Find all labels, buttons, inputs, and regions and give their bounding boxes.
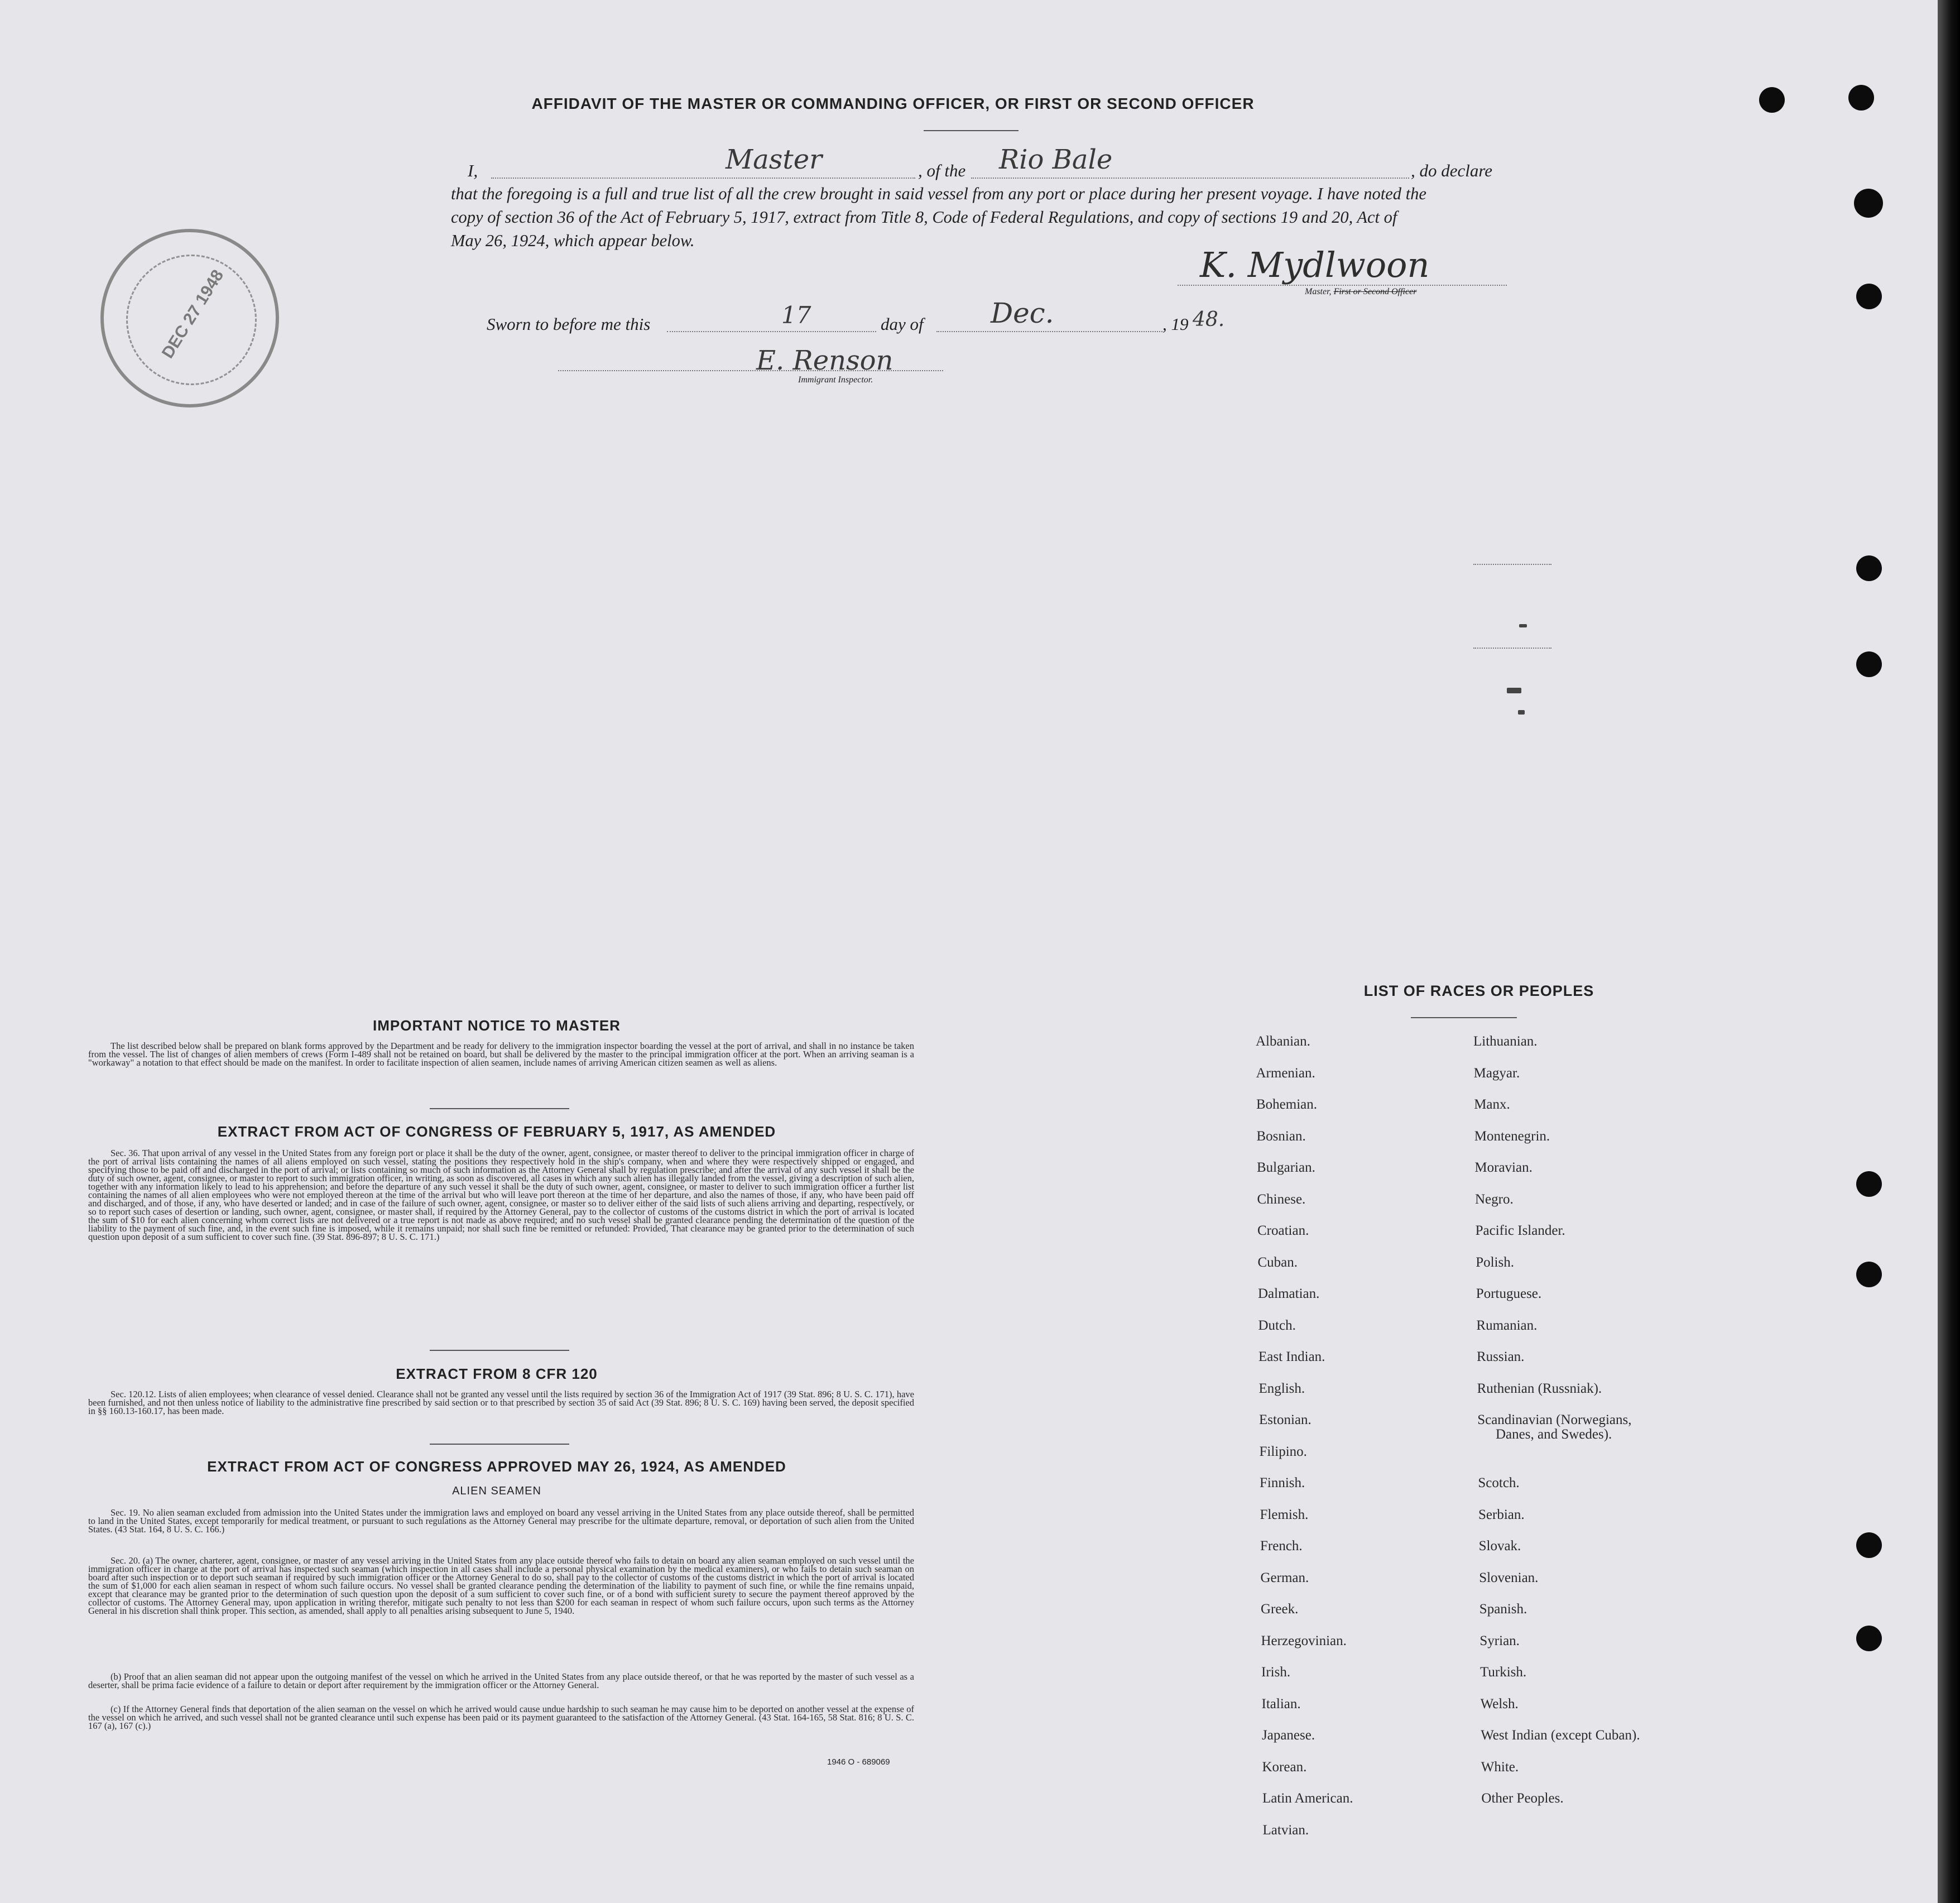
race-item: Magyar.: [1473, 1065, 1520, 1081]
race-item: Other Peoples.: [1481, 1791, 1564, 1806]
sec20a-text: [88, 1556, 914, 1615]
race-item: Scotch.: [1478, 1475, 1520, 1490]
extract-1924-heading: EXTRACT FROM ACT OF CONGRESS APPROVED MAY 26, 1924, AS AMENDED: [207, 1458, 786, 1475]
race-item: Lithuanian.: [1473, 1034, 1538, 1049]
signer-role: [1305, 287, 1416, 297]
affidavit-body-line2: copy of section 36 of the Act of February 5, 1917, extract from Title 8, Code of Federal Regulations, and copy of sections 19 and 20, Act of: [451, 208, 1397, 227]
sworn-day: 17: [781, 301, 811, 329]
ink-speck: [1519, 624, 1527, 627]
day-field-line: [667, 331, 876, 332]
race-item: Manx.: [1474, 1097, 1510, 1112]
sec19-content: Sec. 19. No alien seaman excluded from admission into the United States under the immigration laws and employed on board any vessel arriving in the United States from any place outside thereof, shall be permitted to land in the United States, except temporarily for medical treatment, or pursuant to such regulations as the Attorney General may prescribe for the ultimate departure, removal, or deportation of such alien from the United States. (43 Stat. 164, 8 U. S. C. 166.): [88, 1507, 914, 1535]
page-edge-shadow: [1938, 0, 1960, 1903]
divider: [430, 1350, 569, 1351]
sec20b-content: (b) Proof that an alien seaman did not appear upon the outgoing manifest of the vessel on which he arrived in the United States from any place outside thereof, or that he was reported by the master of such vessel as a deserter, shall be prima facie evidence of a failure to detain or deport after requirement by the immigration officer or the Attorney General.: [88, 1671, 914, 1690]
punch-hole: [1759, 87, 1785, 113]
ink-speck: [1507, 688, 1521, 693]
sworn-month: Dec.: [991, 297, 1054, 329]
signature-line: [1178, 285, 1507, 286]
month-field-line: [936, 331, 1162, 332]
race-item: White.: [1481, 1759, 1519, 1775]
vessel-field-line: [971, 178, 1409, 179]
race-item: Turkish.: [1480, 1665, 1527, 1680]
divider: [1411, 1017, 1517, 1018]
race-item: German.: [1260, 1570, 1309, 1585]
sec20b-text: [88, 1672, 914, 1689]
extract-1917-content: Sec. 36. That upon arrival of any vessel in the United States from any foreign port or place it shall be the duty of the owner, agent, consignee, or master thereof to deliver to the principal immigration officer in charge of the port of arrival lists containing the names of all aliens employed on such vessel, stating the positions they respectively hold in the ship's company, when and where they were respectively shipped or engaged, and specifying those to be paid off and discharged in the port of arrival; or lists containing so much of such information as the Attorney General shall by regulation prescribe; and after the arrival of any such vessel it shall be the duty of such owner, agent, consignee, or master to report to such immigration officer, in writing, as soon as discovered, all cases in which any such alien has illegally landed from the vessel, giving a description of such alien, together with any information likely to lead to his apprehension; and before the departure of any such vessel it shall be the duty of such owner, agent, consignee, or master to deliver to such immigration officer a further list containing the names of all alien employees who were not employed thereon at the time of the arrival but who will leave port thereon at the time of her departure, and also the names of those, if any, who have been paid off and discharged, and of those, if any, who have deserted or landed; and in case of the failure of such owner, agent, consignee, or master so to deliver either of the said lists of such aliens arriving and departing, respectively, or so to report such cases of desertion or landing, such owner, agent, consignee, or master shall, if required by the Attorney General, pay to the collector of customs of the customs district in which the port of arrival is located the sum of $10 for each alien concerning whom correct lists are not delivered or a true report is not made as above required; and no such vessel shall be granted clearance pending the determination of the question of the liability to the payment of such fine, and, in the event such fine is imposed, while it remains unpaid; nor shall such fine be remitted or refunded: Provided, That clearance may be granted prior to the determination of such question upon deposit of a sum sufficient to cover such fine. (39 Stat. 896-897; 8 U. S. C. 171.): [88, 1148, 914, 1242]
race-item: Korean.: [1262, 1759, 1307, 1775]
notice-text: [88, 1042, 914, 1067]
race-item: Croatian.: [1257, 1223, 1309, 1238]
race-item: Latin American.: [1262, 1791, 1353, 1806]
stamp-date: DEC 27 1948: [158, 266, 228, 362]
master-field-line: [491, 178, 915, 179]
race-item: West Indian (except Cuban).: [1481, 1728, 1640, 1743]
race-item: Flemish.: [1260, 1507, 1309, 1522]
affidavit-body-line3: May 26, 1924, which appear below.: [451, 231, 695, 250]
race-item: Syrian.: [1479, 1633, 1520, 1648]
extract-1917-text: [88, 1149, 914, 1241]
race-item: French.: [1260, 1538, 1303, 1554]
punch-hole: [1856, 651, 1882, 677]
race-item: Estonian.: [1259, 1412, 1312, 1427]
race-item: Japanese.: [1262, 1728, 1315, 1743]
sec20c-content: (c) If the Attorney General finds that deportation of the alien seaman on the vessel on which he arrived would cause undue hardship to such seaman he may cause him to be deported on another vessel at the expense of the vessel on which he arrived, and such vessel shall not be granted clearance until such expense has been paid or its payment guaranteed to the satisfaction of the Attorney General. (43 Stat. 164-165, 58 Stat. 816; 8 U. S. C. 167 (a), 167 (c).): [88, 1704, 914, 1731]
inspector-label: Immigrant Inspector.: [798, 375, 873, 385]
year-prefix: , 19: [1162, 314, 1189, 334]
vessel-handwritten: Rio Bale: [999, 144, 1113, 175]
sec20a-content: Sec. 20. (a) The owner, charterer, agent, consignee, or master of any vessel arriving in the United States from any place outside thereof who fails to detain on board any alien seaman employed on such vessel until the immigration officer in charge at the port of arrival has inspected such seaman (which inspection in all cases shall include a personal physical examination by the medical examiners), or who fails to detain such seaman on board after such inspection or to deport such seaman if required by such immigration officer or the Attorney General to do so, shall pay to the collector of customs of the customs district in which the port of arrival is located the sum of $1,000 for each alien seaman in respect of whom such failure occurs. No vessel shall be granted clearance pending the determination of the liability to payment of such fine, or while the fine remains unpaid, except that clearance may be granted prior to the determination of such question upon the deposit of a sum sufficient to cover such fine, or of a bond with sufficient surety to secure the payment thereof approved by the collector of customs. The Attorney General may, upon application in writing therefor, mitigate such penalty to not less than $200 for each seaman in respect of whom such failure occurs, upon such terms as the Attorney General in his discretion shall think proper. This section, as amended, shall apply to all penalties arising subsequent to June 5, 1940.: [88, 1555, 914, 1616]
race-item: Armenian.: [1256, 1065, 1315, 1081]
race-item: Bulgarian.: [1257, 1160, 1315, 1175]
punch-hole: [1856, 1532, 1882, 1558]
race-item: Montenegrin.: [1474, 1128, 1550, 1144]
ink-speck: [1518, 710, 1525, 715]
race-item: Greek.: [1261, 1602, 1299, 1617]
race-item: Moravian.: [1474, 1160, 1533, 1175]
race-item: Portuguese.: [1476, 1286, 1542, 1301]
sec20c-text: [88, 1705, 914, 1730]
races-title: LIST OF RACES OR PEOPLES: [1363, 982, 1594, 999]
inspector-line: [558, 370, 943, 371]
race-item: Bohemian.: [1256, 1097, 1318, 1112]
master-handwritten: Master: [726, 144, 823, 175]
race-item: Albanian.: [1256, 1034, 1310, 1049]
race-item: Filipino.: [1259, 1444, 1307, 1459]
inspector-signature: E. Renson: [756, 345, 893, 376]
race-item: Ruthenian (Russniak).: [1477, 1380, 1602, 1396]
i-label: I,: [468, 161, 478, 180]
race-item: Irish.: [1261, 1665, 1291, 1680]
race-item: Herzegovinian.: [1261, 1633, 1347, 1648]
race-item: Italian.: [1261, 1696, 1301, 1712]
race-item: Danes, and Swedes).: [1496, 1427, 1612, 1442]
notice-heading: IMPORTANT NOTICE TO MASTER: [373, 1017, 621, 1034]
signer-role-struck: First or Second Officer: [1333, 287, 1417, 296]
race-item: Spanish.: [1479, 1602, 1527, 1617]
of-the-label: , of the: [918, 161, 966, 180]
race-item: Pacific Islander.: [1475, 1223, 1565, 1238]
divider: [430, 1108, 569, 1109]
race-item: Welsh.: [1480, 1696, 1519, 1712]
punch-hole: [1856, 1626, 1882, 1651]
day-of-label: day of: [881, 314, 924, 334]
punch-hole: [1848, 85, 1874, 111]
date-stamp: [100, 229, 279, 408]
race-item: Scandinavian (Norwegians,: [1477, 1412, 1632, 1427]
divider: [430, 1444, 569, 1445]
extract-cfr-heading: EXTRACT FROM 8 CFR 120: [396, 1365, 598, 1382]
race-item: Chinese.: [1257, 1191, 1306, 1207]
race-item: Slovenian.: [1479, 1570, 1539, 1585]
race-item: Serbian.: [1478, 1507, 1525, 1522]
alien-seamen-subheading: ALIEN SEAMEN: [452, 1485, 541, 1497]
master-signature: K. Mydlwoon: [1200, 245, 1430, 285]
race-item: Cuban.: [1257, 1254, 1298, 1270]
race-item: Negro.: [1475, 1191, 1514, 1207]
race-item: Rumanian.: [1476, 1317, 1538, 1333]
race-item: Bosnian.: [1256, 1128, 1306, 1144]
race-item: English.: [1258, 1380, 1305, 1396]
race-item: Latvian.: [1262, 1822, 1309, 1838]
year-suffix: 48.: [1193, 308, 1225, 331]
extract-cfr-content: Sec. 120.12. Lists of alien employees; when clearance of vessel denied. Clearance shall not be granted any vessel until the lists required by section 36 of the Immigration Act of 1917 (39 Stat. 896; 8 U. S. C. 171), have been furnished, and not then unless notice of liability to the administrative fine prescribed by said section or to that prescribed by section 35 of said Act (39 Stat. 896; 8 U. S. C. 169) having been served, the deposit specified in §§ 160.13-160.17, has been made.: [88, 1389, 914, 1416]
affidavit-body-line1: that the foregoing is a full and true list of all the crew brought in said vessel from any port or place during her present voyage. I have noted the: [451, 184, 1426, 203]
race-item: Finnish.: [1260, 1475, 1305, 1490]
signer-role-master: Master,: [1305, 287, 1334, 296]
race-item: Dalmatian.: [1258, 1286, 1320, 1301]
sec19-text: [88, 1508, 914, 1533]
extract-cfr-text: [88, 1390, 914, 1415]
race-item: Polish.: [1476, 1254, 1514, 1270]
punch-hole: [1856, 555, 1882, 581]
race-item: Russian.: [1477, 1349, 1525, 1364]
notice-text-content: The list described below shall be prepared on blank forms approved by the Department and be ready for delivery to the immigration inspector boarding the vessel at the port of arrival, and shall in no instance be taken from the vessel. The list of changes of alien members of crews (Form I-489 shall not be retained on board, but shall be delivered by the master to the principal immigration officer at the port. When an arriving seaman is a "workaway" a notation to that effect should be made on the manifest. In order to facilitate inspection of alien seamen, include names of arriving American citizen seamen as well as aliens.: [88, 1041, 914, 1068]
extract-1917-heading: EXTRACT FROM ACT OF CONGRESS OF FEBRUARY 5, 1917, AS AMENDED: [217, 1123, 776, 1140]
sworn-label: Sworn to before me this: [487, 314, 651, 334]
punch-hole: [1856, 284, 1882, 309]
race-item: Slovak.: [1478, 1538, 1521, 1554]
do-declare-label: , do declare: [1411, 161, 1493, 180]
race-item: East Indian.: [1258, 1349, 1325, 1364]
faint-mark: [1473, 564, 1551, 565]
print-code: 1946 O - 689069: [827, 1757, 890, 1767]
race-item: Dutch.: [1258, 1317, 1296, 1333]
divider: [924, 130, 1019, 131]
faint-mark: [1473, 648, 1551, 649]
affidavit-title: AFFIDAVIT OF THE MASTER OR COMMANDING OFFICER, OR FIRST OR SECOND OFFICER: [531, 95, 1255, 112]
punch-hole: [1856, 1171, 1882, 1197]
punch-hole: [1854, 189, 1883, 218]
punch-hole: [1856, 1262, 1882, 1287]
